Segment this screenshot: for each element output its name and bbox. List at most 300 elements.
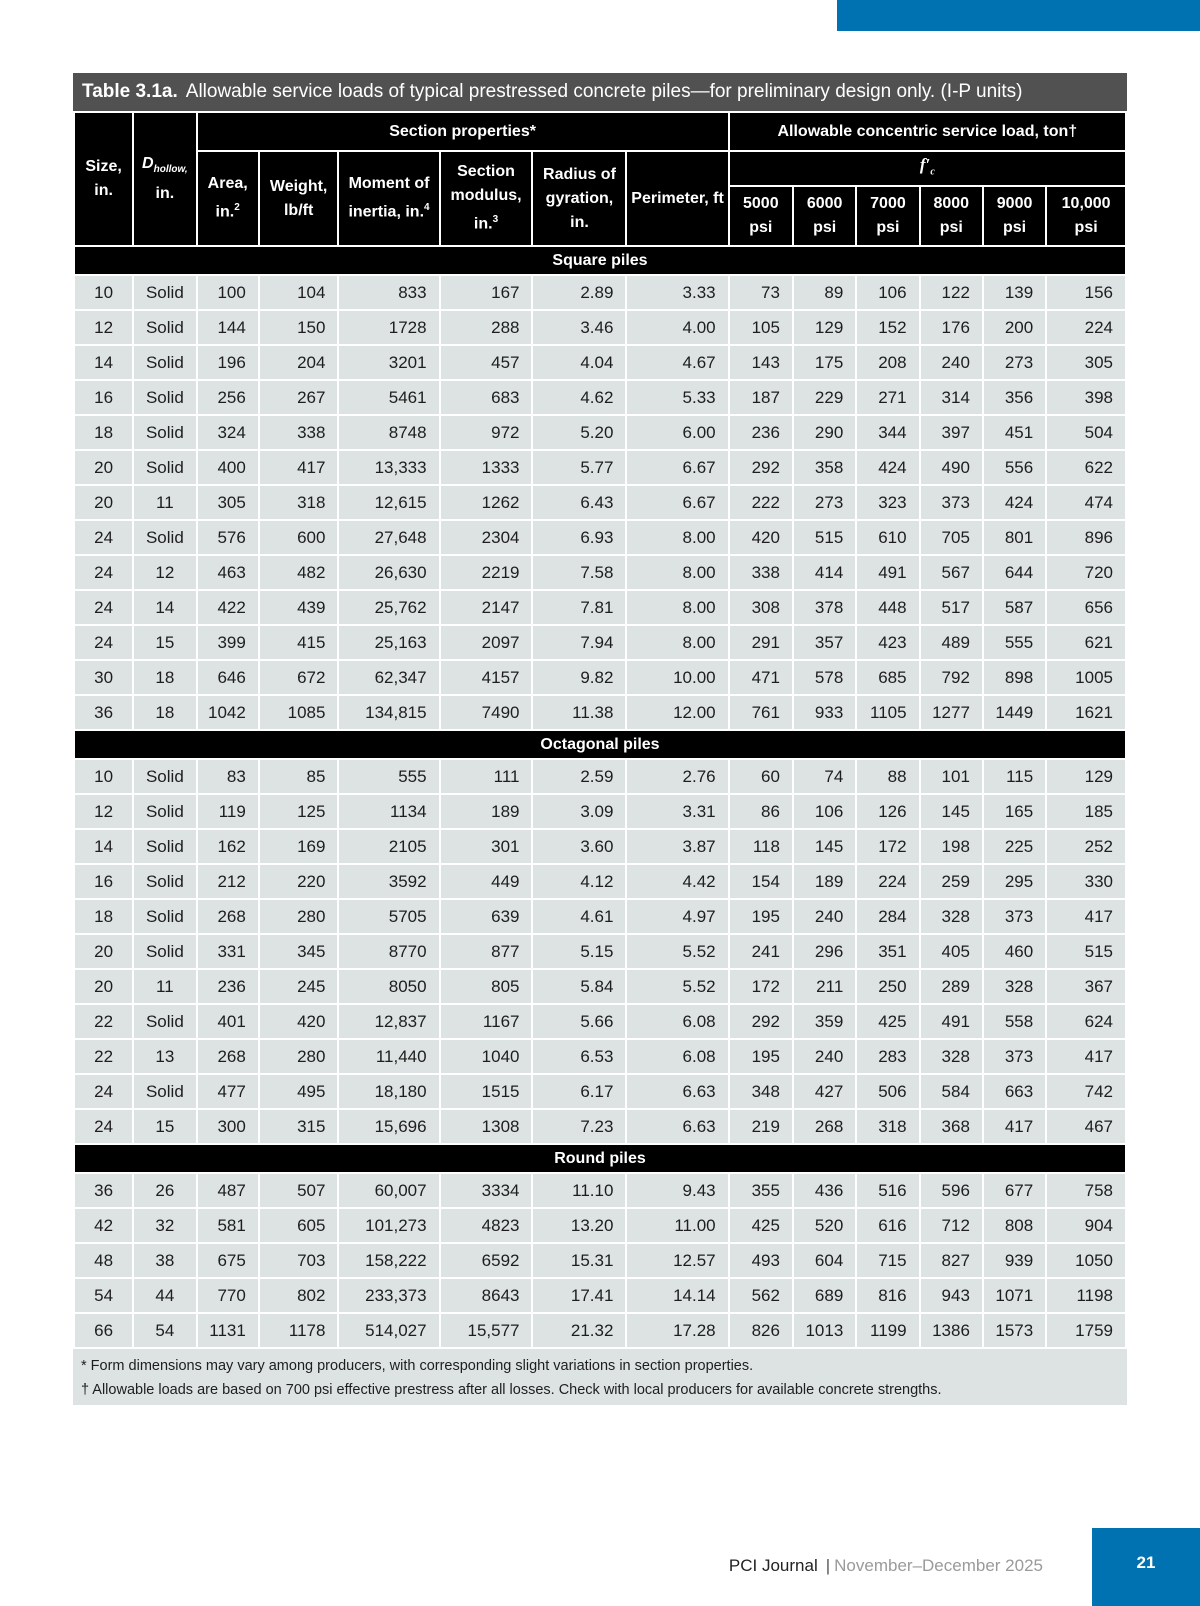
cell-load-9000: 115 [983, 759, 1046, 794]
cell-section-modulus: 167 [440, 275, 533, 310]
psi-value: 9000 [996, 195, 1033, 212]
cell-load-10000: 504 [1046, 415, 1126, 450]
table-row [74, 864, 1126, 899]
cell-perimeter: 12.57 [626, 1243, 728, 1278]
cell-load-6000: 1013 [793, 1313, 856, 1348]
cell-load-5000: 195 [729, 1039, 793, 1074]
cell-load-6000: 427 [793, 1074, 856, 1109]
cell-moment-of-inertia: 5461 [338, 380, 439, 415]
cell-radius-of-gyration: 9.82 [532, 660, 626, 695]
cell-d-hollow: Solid [133, 934, 196, 969]
cell-radius-of-gyration: 3.09 [532, 794, 626, 829]
cell-d-hollow: Solid [133, 275, 196, 310]
header-psi-1 [793, 186, 856, 246]
psi-unit: psi [813, 219, 837, 236]
header-allowable-load: Allowable concentric service load, ton† [729, 112, 1126, 151]
cell-d-hollow: 32 [133, 1208, 196, 1243]
note-allowable-loads: † Allowable loads are based on 700 psi effective prestress after all losses. Check with local producers for available concrete strengths. [81, 1382, 942, 1398]
cell-load-8000: 240 [920, 345, 983, 380]
cell-section-modulus: 15,577 [440, 1313, 533, 1348]
cell-section-modulus: 4157 [440, 660, 533, 695]
cell-d-hollow: 54 [133, 1313, 196, 1348]
cell-perimeter: 6.63 [626, 1074, 728, 1109]
cell-area: 646 [197, 660, 259, 695]
cell-moment-of-inertia: 8770 [338, 934, 439, 969]
header-moment-label: Moment of inertia, in. [348, 175, 430, 221]
cell-load-9000: 556 [983, 450, 1046, 485]
footer-separator: | [825, 1556, 831, 1575]
cell-size: 22 [74, 1039, 133, 1074]
cell-load-8000: 101 [920, 759, 983, 794]
cell-section-modulus: 639 [440, 899, 533, 934]
cell-load-10000: 656 [1046, 590, 1126, 625]
cell-load-8000: 397 [920, 415, 983, 450]
cell-d-hollow: Solid [133, 1004, 196, 1039]
header-section-properties: Section properties* [197, 112, 729, 151]
cell-weight: 267 [259, 380, 339, 415]
cell-weight: 482 [259, 555, 339, 590]
cell-load-5000: 425 [729, 1208, 793, 1243]
cell-load-9000: 1449 [983, 695, 1046, 730]
cell-d-hollow: 14 [133, 590, 196, 625]
table-number: Table 3.1a. [82, 81, 178, 102]
cell-load-5000: 86 [729, 794, 793, 829]
cell-load-8000: 489 [920, 625, 983, 660]
cell-moment-of-inertia: 12,837 [338, 1004, 439, 1039]
cell-radius-of-gyration: 3.46 [532, 310, 626, 345]
cell-section-modulus: 972 [440, 415, 533, 450]
cell-load-5000: 292 [729, 1004, 793, 1039]
cell-moment-of-inertia: 134,815 [338, 695, 439, 730]
cell-radius-of-gyration: 4.61 [532, 899, 626, 934]
cell-section-modulus: 3334 [440, 1173, 533, 1208]
cell-load-8000: 314 [920, 380, 983, 415]
cell-load-10000: 742 [1046, 1074, 1126, 1109]
header-fc [729, 151, 1126, 186]
psi-value: 5000 [743, 195, 779, 212]
cell-load-9000: 225 [983, 829, 1046, 864]
header-modulus-label: Section modulus, in. [450, 163, 522, 233]
cell-perimeter: 8.00 [626, 520, 728, 555]
cell-section-modulus: 683 [440, 380, 533, 415]
cell-radius-of-gyration: 6.17 [532, 1074, 626, 1109]
table-header [74, 112, 1126, 246]
cell-area: 770 [197, 1278, 259, 1313]
cell-load-9000: 1573 [983, 1313, 1046, 1348]
cell-section-modulus: 2097 [440, 625, 533, 660]
cell-perimeter: 4.00 [626, 310, 728, 345]
cell-moment-of-inertia: 2105 [338, 829, 439, 864]
table-row [74, 520, 1126, 555]
cell-section-modulus: 4823 [440, 1208, 533, 1243]
cell-weight: 1178 [259, 1313, 339, 1348]
cell-load-6000: 296 [793, 934, 856, 969]
cell-load-6000: 933 [793, 695, 856, 730]
cell-moment-of-inertia: 8050 [338, 969, 439, 1004]
cell-area: 1042 [197, 695, 259, 730]
cell-perimeter: 8.00 [626, 625, 728, 660]
cell-load-8000: 145 [920, 794, 983, 829]
cell-load-10000: 417 [1046, 899, 1126, 934]
cell-load-5000: 60 [729, 759, 793, 794]
cell-section-modulus: 8643 [440, 1278, 533, 1313]
cell-load-8000: 373 [920, 485, 983, 520]
cell-perimeter: 4.67 [626, 345, 728, 380]
cell-load-10000: 129 [1046, 759, 1126, 794]
cell-weight: 169 [259, 829, 339, 864]
cell-weight: 280 [259, 899, 339, 934]
cell-moment-of-inertia: 514,027 [338, 1313, 439, 1348]
cell-load-10000: 622 [1046, 450, 1126, 485]
cell-perimeter: 8.00 [626, 555, 728, 590]
cell-radius-of-gyration: 3.60 [532, 829, 626, 864]
cell-load-9000: 808 [983, 1208, 1046, 1243]
cell-load-9000: 939 [983, 1243, 1046, 1278]
cell-area: 675 [197, 1243, 259, 1278]
psi-value: 10,000 [1061, 195, 1111, 212]
cell-load-6000: 436 [793, 1173, 856, 1208]
cell-section-modulus: 1308 [440, 1109, 533, 1144]
cell-load-6000: 129 [793, 310, 856, 345]
cell-perimeter: 6.63 [626, 1109, 728, 1144]
cell-area: 236 [197, 969, 259, 1004]
cell-load-7000: 610 [856, 520, 919, 555]
cell-load-7000: 715 [856, 1243, 919, 1278]
cell-load-5000: 291 [729, 625, 793, 660]
cell-section-modulus: 7490 [440, 695, 533, 730]
cell-load-7000: 208 [856, 345, 919, 380]
cell-area: 119 [197, 794, 259, 829]
cell-radius-of-gyration: 5.20 [532, 415, 626, 450]
cell-load-9000: 328 [983, 969, 1046, 1004]
table-row [74, 829, 1126, 864]
cell-section-modulus: 877 [440, 934, 533, 969]
cell-radius-of-gyration: 21.32 [532, 1313, 626, 1348]
cell-weight: 672 [259, 660, 339, 695]
table-row [74, 899, 1126, 934]
cell-size: 24 [74, 1074, 133, 1109]
cell-section-modulus: 111 [440, 759, 533, 794]
cell-load-9000: 587 [983, 590, 1046, 625]
cell-area: 487 [197, 1173, 259, 1208]
cell-weight: 417 [259, 450, 339, 485]
cell-load-5000: 73 [729, 275, 793, 310]
cell-load-7000: 423 [856, 625, 919, 660]
cell-load-7000: 250 [856, 969, 919, 1004]
table-row [74, 1004, 1126, 1039]
cell-d-hollow: Solid [133, 450, 196, 485]
cell-load-8000: 289 [920, 969, 983, 1004]
cell-size: 10 [74, 275, 133, 310]
table-row [74, 485, 1126, 520]
cell-radius-of-gyration: 7.81 [532, 590, 626, 625]
cell-load-7000: 224 [856, 864, 919, 899]
cell-moment-of-inertia: 60,007 [338, 1173, 439, 1208]
table-row [74, 1109, 1126, 1144]
cell-weight: 420 [259, 1004, 339, 1039]
cell-perimeter: 9.43 [626, 1173, 728, 1208]
header-perimeter: Perimeter, ft [626, 151, 728, 246]
cell-load-8000: 490 [920, 450, 983, 485]
cell-d-hollow: 26 [133, 1173, 196, 1208]
cell-load-10000: 305 [1046, 345, 1126, 380]
cell-size: 24 [74, 520, 133, 555]
cell-area: 212 [197, 864, 259, 899]
cell-load-9000: 460 [983, 934, 1046, 969]
cell-load-5000: 195 [729, 899, 793, 934]
cell-area: 100 [197, 275, 259, 310]
table-row [74, 1208, 1126, 1243]
cell-area: 196 [197, 345, 259, 380]
cell-weight: 600 [259, 520, 339, 555]
section-header-row [74, 730, 1126, 759]
cell-moment-of-inertia: 62,347 [338, 660, 439, 695]
cell-load-6000: 358 [793, 450, 856, 485]
cell-load-8000: 705 [920, 520, 983, 555]
cell-d-hollow: 11 [133, 485, 196, 520]
cell-d-hollow: Solid [133, 759, 196, 794]
cell-moment-of-inertia: 15,696 [338, 1109, 439, 1144]
cell-moment-of-inertia: 158,222 [338, 1243, 439, 1278]
cell-size: 14 [74, 345, 133, 380]
cell-section-modulus: 189 [440, 794, 533, 829]
cell-moment-of-inertia: 25,163 [338, 625, 439, 660]
cell-load-8000: 1277 [920, 695, 983, 730]
cell-size: 24 [74, 1109, 133, 1144]
cell-load-6000: 273 [793, 485, 856, 520]
cell-perimeter: 5.33 [626, 380, 728, 415]
cell-load-9000: 373 [983, 899, 1046, 934]
cell-load-6000: 89 [793, 275, 856, 310]
header-psi-2 [856, 186, 919, 246]
table-notes [73, 1349, 1127, 1405]
cell-perimeter: 8.00 [626, 590, 728, 625]
cell-moment-of-inertia: 5705 [338, 899, 439, 934]
page-number: 21 [1092, 1528, 1200, 1606]
cell-d-hollow: Solid [133, 1074, 196, 1109]
header-psi-4 [983, 186, 1046, 246]
cell-load-5000: 222 [729, 485, 793, 520]
cell-load-8000: 122 [920, 275, 983, 310]
cell-load-9000: 898 [983, 660, 1046, 695]
cell-radius-of-gyration: 7.94 [532, 625, 626, 660]
cell-section-modulus: 288 [440, 310, 533, 345]
cell-size: 14 [74, 829, 133, 864]
cell-load-10000: 156 [1046, 275, 1126, 310]
cell-load-9000: 644 [983, 555, 1046, 590]
header-fc-sub: c [930, 166, 935, 178]
cell-load-8000: 405 [920, 934, 983, 969]
cell-load-6000: 290 [793, 415, 856, 450]
cell-weight: 802 [259, 1278, 339, 1313]
cell-moment-of-inertia: 11,440 [338, 1039, 439, 1074]
cell-moment-of-inertia: 25,762 [338, 590, 439, 625]
cell-weight: 439 [259, 590, 339, 625]
cell-load-5000: 348 [729, 1074, 793, 1109]
cell-weight: 605 [259, 1208, 339, 1243]
cell-load-10000: 367 [1046, 969, 1126, 1004]
cell-load-5000: 172 [729, 969, 793, 1004]
cell-size: 16 [74, 864, 133, 899]
cell-area: 422 [197, 590, 259, 625]
cell-radius-of-gyration: 15.31 [532, 1243, 626, 1278]
table-row [74, 1243, 1126, 1278]
cell-load-7000: 1105 [856, 695, 919, 730]
cell-perimeter: 6.08 [626, 1004, 728, 1039]
cell-load-9000: 558 [983, 1004, 1046, 1039]
top-accent-bar [837, 0, 1200, 31]
cell-area: 463 [197, 555, 259, 590]
cell-load-7000: 816 [856, 1278, 919, 1313]
cell-load-10000: 1005 [1046, 660, 1126, 695]
cell-load-8000: 368 [920, 1109, 983, 1144]
cell-load-7000: 516 [856, 1173, 919, 1208]
cell-load-6000: 357 [793, 625, 856, 660]
cell-radius-of-gyration: 6.43 [532, 485, 626, 520]
cell-size: 20 [74, 969, 133, 1004]
cell-load-10000: 720 [1046, 555, 1126, 590]
cell-load-10000: 467 [1046, 1109, 1126, 1144]
table-row [74, 969, 1126, 1004]
cell-size: 12 [74, 310, 133, 345]
cell-perimeter: 6.00 [626, 415, 728, 450]
cell-section-modulus: 2219 [440, 555, 533, 590]
table-row [74, 934, 1126, 969]
header-d-hollow [133, 112, 196, 246]
table-row [74, 1074, 1126, 1109]
cell-area: 305 [197, 485, 259, 520]
cell-load-10000: 1198 [1046, 1278, 1126, 1313]
cell-radius-of-gyration: 17.41 [532, 1278, 626, 1313]
cell-weight: 703 [259, 1243, 339, 1278]
section-header-row [74, 1144, 1126, 1173]
section-title: Square piles [74, 246, 1126, 275]
cell-d-hollow: 15 [133, 625, 196, 660]
cell-d-hollow: Solid [133, 794, 196, 829]
cell-load-6000: 578 [793, 660, 856, 695]
header-moment-sup: 4 [424, 202, 430, 214]
cell-load-7000: 172 [856, 829, 919, 864]
table-title: Allowable service loads of typical prestressed concrete piles—for preliminary design only. (I-P units) [185, 81, 1023, 102]
cell-load-10000: 1050 [1046, 1243, 1126, 1278]
psi-unit: psi [1003, 219, 1027, 236]
cell-weight: 338 [259, 415, 339, 450]
cell-size: 10 [74, 759, 133, 794]
cell-load-9000: 273 [983, 345, 1046, 380]
cell-load-7000: 318 [856, 1109, 919, 1144]
cell-load-10000: 252 [1046, 829, 1126, 864]
cell-d-hollow: 15 [133, 1109, 196, 1144]
cell-d-hollow: 12 [133, 555, 196, 590]
cell-load-5000: 187 [729, 380, 793, 415]
cell-section-modulus: 805 [440, 969, 533, 1004]
cell-load-6000: 359 [793, 1004, 856, 1039]
cell-moment-of-inertia: 26,630 [338, 555, 439, 590]
cell-d-hollow: Solid [133, 864, 196, 899]
cell-load-9000: 555 [983, 625, 1046, 660]
header-area-label: Area, in. [207, 175, 248, 221]
cell-section-modulus: 2304 [440, 520, 533, 555]
cell-area: 1131 [197, 1313, 259, 1348]
cell-perimeter: 12.00 [626, 695, 728, 730]
cell-size: 36 [74, 1173, 133, 1208]
cell-load-8000: 584 [920, 1074, 983, 1109]
cell-size: 18 [74, 899, 133, 934]
cell-load-8000: 712 [920, 1208, 983, 1243]
cell-perimeter: 3.33 [626, 275, 728, 310]
cell-load-8000: 328 [920, 1039, 983, 1074]
header-weight: Weight, lb/ft [259, 151, 339, 246]
cell-perimeter: 6.67 [626, 450, 728, 485]
cell-radius-of-gyration: 7.23 [532, 1109, 626, 1144]
cell-weight: 104 [259, 275, 339, 310]
cell-size: 12 [74, 794, 133, 829]
cell-d-hollow: Solid [133, 520, 196, 555]
cell-perimeter: 6.08 [626, 1039, 728, 1074]
cell-perimeter: 2.76 [626, 759, 728, 794]
cell-weight: 220 [259, 864, 339, 899]
cell-load-5000: 493 [729, 1243, 793, 1278]
section-title: Octagonal piles [74, 730, 1126, 759]
cell-moment-of-inertia: 833 [338, 275, 439, 310]
cell-section-modulus: 457 [440, 345, 533, 380]
cell-load-6000: 604 [793, 1243, 856, 1278]
cell-load-9000: 356 [983, 380, 1046, 415]
note-form-dimensions: * Form dimensions may vary among producers, with corresponding slight variations in section properties. [81, 1358, 754, 1374]
cell-size: 20 [74, 934, 133, 969]
cell-load-5000: 143 [729, 345, 793, 380]
cell-load-7000: 344 [856, 415, 919, 450]
cell-load-7000: 323 [856, 485, 919, 520]
cell-load-10000: 474 [1046, 485, 1126, 520]
cell-d-hollow: 38 [133, 1243, 196, 1278]
cell-load-5000: 761 [729, 695, 793, 730]
header-area [197, 151, 259, 246]
section-title: Round piles [74, 1144, 1126, 1173]
cell-load-5000: 118 [729, 829, 793, 864]
cell-radius-of-gyration: 2.89 [532, 275, 626, 310]
cell-radius-of-gyration: 5.66 [532, 1004, 626, 1039]
cell-load-5000: 826 [729, 1313, 793, 1348]
cell-load-5000: 562 [729, 1278, 793, 1313]
cell-section-modulus: 1515 [440, 1074, 533, 1109]
cell-d-hollow: Solid [133, 310, 196, 345]
cell-weight: 345 [259, 934, 339, 969]
cell-load-9000: 424 [983, 485, 1046, 520]
cell-load-6000: 520 [793, 1208, 856, 1243]
cell-load-9000: 295 [983, 864, 1046, 899]
cell-section-modulus: 1040 [440, 1039, 533, 1074]
cell-load-10000: 185 [1046, 794, 1126, 829]
table-caption [73, 73, 1127, 111]
cell-radius-of-gyration: 11.10 [532, 1173, 626, 1208]
header-d-hollow-sub: hollow, [153, 164, 188, 176]
cell-load-6000: 414 [793, 555, 856, 590]
journal-name: PCI Journal [728, 1556, 818, 1575]
table-row [74, 759, 1126, 794]
table-container [73, 73, 1127, 1405]
cell-area: 576 [197, 520, 259, 555]
cell-d-hollow: Solid [133, 380, 196, 415]
cell-load-8000: 943 [920, 1278, 983, 1313]
cell-load-8000: 491 [920, 1004, 983, 1039]
cell-load-6000: 378 [793, 590, 856, 625]
cell-weight: 318 [259, 485, 339, 520]
table-row [74, 590, 1126, 625]
cell-load-7000: 152 [856, 310, 919, 345]
cell-perimeter: 5.52 [626, 934, 728, 969]
cell-load-7000: 351 [856, 934, 919, 969]
